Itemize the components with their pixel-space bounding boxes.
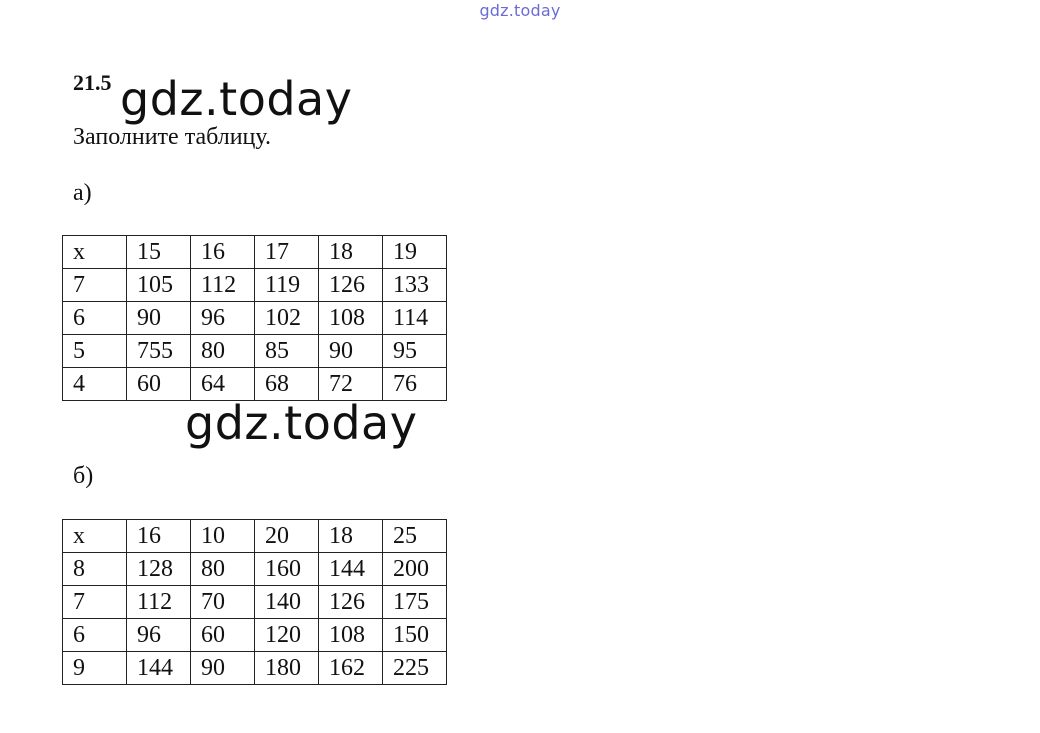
table-cell: 114 [383, 302, 447, 335]
table-cell: 8 [63, 553, 127, 586]
table-cell: 80 [191, 335, 255, 368]
table-cell: 90 [127, 302, 191, 335]
table-row [63, 302, 447, 335]
table-cell: 17 [255, 236, 319, 269]
table-row [63, 520, 447, 553]
table-cell: 140 [255, 586, 319, 619]
table-cell: 160 [255, 553, 319, 586]
table-cell: 102 [255, 302, 319, 335]
table-cell: 126 [319, 586, 383, 619]
table-cell: 15 [127, 236, 191, 269]
table-part-a [62, 235, 447, 401]
table-cell: 128 [127, 553, 191, 586]
table-row [63, 236, 447, 269]
table-cell: 755 [127, 335, 191, 368]
part-a-label: а) [73, 180, 92, 206]
table-cell: 72 [319, 368, 383, 401]
table-cell: 200 [383, 553, 447, 586]
table-cell: 120 [255, 619, 319, 652]
table-cell: 20 [255, 520, 319, 553]
table-cell: 16 [127, 520, 191, 553]
problem-number: 21.5 [73, 70, 112, 95]
table-cell: x [63, 236, 127, 269]
table-cell: 180 [255, 652, 319, 685]
table-cell: 112 [127, 586, 191, 619]
table-row [63, 619, 447, 652]
watermark-logo: gdz.today [120, 72, 353, 126]
table-cell: 90 [319, 335, 383, 368]
table-cell: 126 [319, 269, 383, 302]
table-cell: 96 [127, 619, 191, 652]
table-cell: 150 [383, 619, 447, 652]
table-cell: 7 [63, 586, 127, 619]
table-cell: 68 [255, 368, 319, 401]
table-cell: 64 [191, 368, 255, 401]
table-cell: 10 [191, 520, 255, 553]
table-cell: 76 [383, 368, 447, 401]
table-cell: 70 [191, 586, 255, 619]
table-cell: 119 [255, 269, 319, 302]
table-cell: 144 [127, 652, 191, 685]
table-row [63, 269, 447, 302]
top-watermark: gdz.today [479, 1, 561, 20]
table-cell: 90 [191, 652, 255, 685]
table-cell: 95 [383, 335, 447, 368]
table-cell: 16 [191, 236, 255, 269]
table-cell: 60 [191, 619, 255, 652]
table-cell: x [63, 520, 127, 553]
table-cell: 144 [319, 553, 383, 586]
table-cell: 6 [63, 302, 127, 335]
table-row [63, 553, 447, 586]
problem-instruction: Заполните таблицу. [73, 124, 271, 150]
table-cell: 6 [63, 619, 127, 652]
table-cell: 175 [383, 586, 447, 619]
table-cell: 85 [255, 335, 319, 368]
watermark-logo: gdz.today [185, 396, 418, 450]
table-cell: 4 [63, 368, 127, 401]
part-b-label: б) [73, 463, 94, 489]
table-cell: 133 [383, 269, 447, 302]
table-cell: 112 [191, 269, 255, 302]
table-cell: 96 [191, 302, 255, 335]
table-row [63, 652, 447, 685]
table-cell: 18 [319, 520, 383, 553]
table-cell: 162 [319, 652, 383, 685]
table-cell: 25 [383, 520, 447, 553]
table-row [63, 586, 447, 619]
table-cell: 9 [63, 652, 127, 685]
table-cell: 7 [63, 269, 127, 302]
table-row [63, 335, 447, 368]
table-cell: 60 [127, 368, 191, 401]
table-cell: 80 [191, 553, 255, 586]
table-cell: 108 [319, 619, 383, 652]
table-part-b [62, 519, 447, 685]
table-cell: 105 [127, 269, 191, 302]
table-cell: 225 [383, 652, 447, 685]
table-cell: 19 [383, 236, 447, 269]
table-cell: 108 [319, 302, 383, 335]
table-cell: 18 [319, 236, 383, 269]
table-cell: 5 [63, 335, 127, 368]
